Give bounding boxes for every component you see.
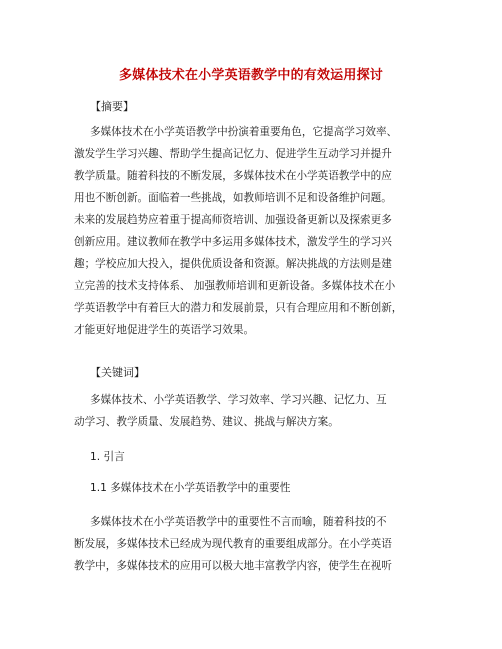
abstract-line: 未来的发展趋势应着重于提高师资培训、加强设备更新以及探索更多 (74, 214, 392, 226)
abstract-line: 学英语教学中有着巨大的潜力和发展前景，只有合理应用和不断创新， (74, 302, 403, 314)
abstract-line: 教学质量。随着科技的不断发展，多媒体技术在小学英语教学中的应 (74, 170, 392, 182)
document-title: 多媒体技术在小学英语教学中的有效运用探讨 (118, 68, 383, 83)
abstract-line: 多媒体技术在小学英语教学中扮演着重要角色，它提高学习效率、 (90, 126, 398, 138)
keywords-label: 【关键词】 (90, 366, 145, 379)
keywords-line: 多媒体技术、小学英语教学、学习效率、学习兴趣、记忆力、互 (90, 394, 387, 406)
abstract-line: 才能更好地促进学生的英语学习效果。 (74, 324, 255, 336)
abstract-line: 创新应用。建议教师在教学中多运用多媒体技术，激发学生的学习兴 (74, 236, 392, 248)
abstract-line: 趣；学校应加大投入，提供优质设备和资源。解决挑战的方法则是建 (74, 258, 392, 270)
abstract-label: 【摘要】 (90, 100, 134, 113)
abstract-line: 用也不断创新。面临着一些挑战，如教师培训不足和设备维护问题。 (74, 192, 392, 204)
abstract-line: 激发学生学习兴趣、帮助学生提高记忆力、促进学生互动学习并提升 (74, 148, 392, 160)
body-line: 多媒体技术在小学英语教学中的重要性不言而喻，随着科技的不 (90, 516, 387, 528)
abstract-line: 立完善的技术支持体系、 加强教师培训和更新设备。多媒体技术在小 (74, 280, 396, 292)
keywords-line: 动学习、教学质量、发展趋势、建议、挑战与解决方案。 (74, 416, 339, 428)
section-heading: 1. 引言 (90, 451, 125, 463)
body-line: 断发展，多媒体技术已经成为现代教育的重要组成部分。在小学英语 (74, 538, 392, 550)
body-line: 教学中，多媒体技术的应用可以极大地丰富教学内容，使学生在视听 (74, 560, 392, 572)
subsection-heading: 1.1 多媒体技术在小学英语教学中的重要性 (90, 482, 291, 494)
